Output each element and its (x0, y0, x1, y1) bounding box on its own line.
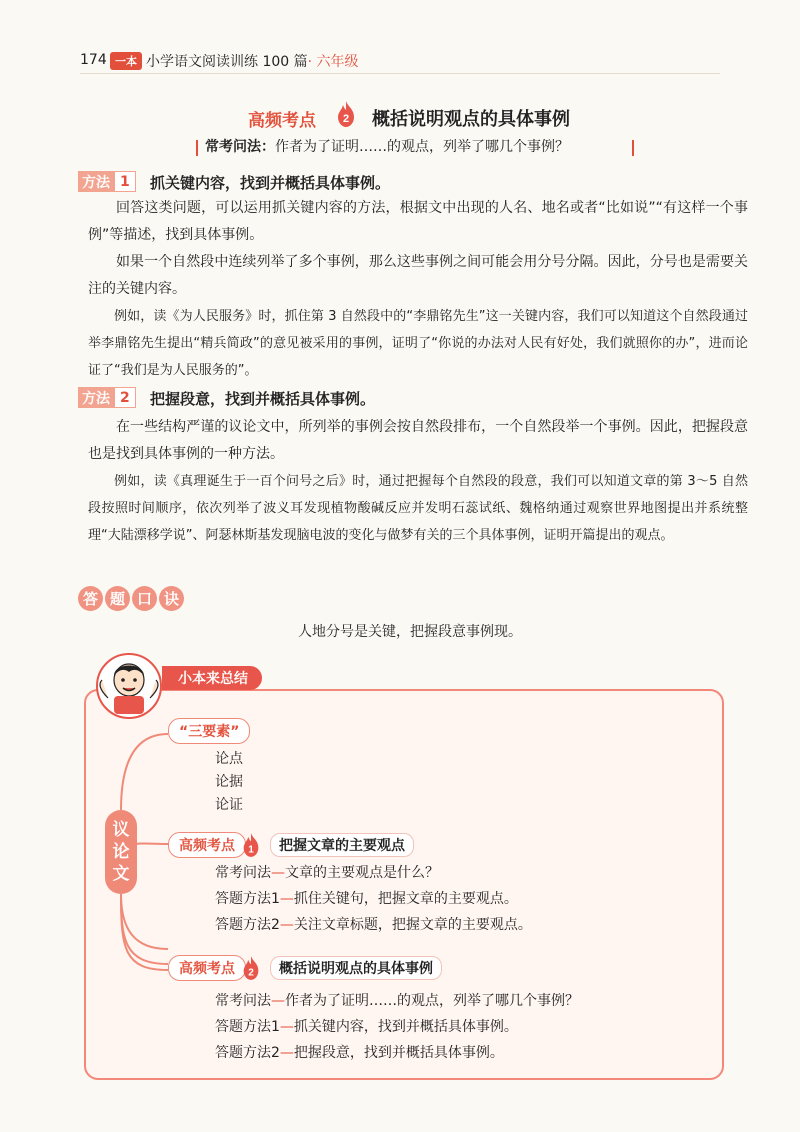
tip-char-3: 口 (132, 586, 157, 611)
branch2-m2-label: 答题方法2 (215, 1045, 280, 1061)
method2-paragraph-1: 在一些结构严谨的议论文中，所列举的事例会按自然段排布，一个自然段举一个事例。因此，把握段意也是找到具体事例的一种方法。 (88, 419, 748, 462)
grade-label: · 六年级 (307, 54, 359, 70)
flame-icon (240, 955, 262, 981)
method2-paragraph-2: 例如，读《真理诞生于一百个问号之后》时，通过把握每个自然段的段意，我们可以知道文章的第 3～5 自然段按照时间顺序，依次列举了波义耳发现植物酸碱反应并发明石蕊试纸、魏格纳通过观察世界地图提出并系统整理“大陆漂移学说”、阿瑟林斯基发现脑电波的变化与做梦有关的三个具体事例，证明开篇提出的观点。 (88, 474, 748, 543)
method1-tag (78, 171, 136, 192)
tip-char-2: 题 (105, 586, 130, 611)
branch2-m1-label: 答题方法1 (215, 1019, 280, 1035)
branch1-num: 1 (248, 844, 254, 856)
branch1-kp-label: 高频考点 (168, 832, 246, 858)
branch1-question (215, 862, 439, 882)
flame-icon (240, 832, 262, 858)
branch1-method-2 (215, 914, 532, 934)
root-char-1: 议 (112, 820, 130, 840)
brand-badge: 一本 (110, 52, 142, 70)
branch2-title: 概括说明观点的具体事例 (270, 956, 442, 980)
dash: — (279, 917, 294, 933)
branch2-method-2 (215, 1042, 504, 1062)
method2-tag (78, 387, 136, 408)
branch2-num: 2 (248, 967, 254, 979)
branch2-q-label: 常考问法 (215, 993, 271, 1009)
element-item-3: 论证 (215, 797, 243, 813)
branch1-m2-label: 答题方法2 (215, 917, 280, 933)
dash: — (279, 1045, 294, 1061)
branch-2 (168, 955, 442, 981)
page-number: 174 (80, 52, 107, 68)
method1-title: 抓关键内容，找到并概括具体事例。 (150, 174, 391, 192)
tip-text: 人地分号是关键，把握段意事例现。 (298, 624, 522, 640)
dash: — (271, 865, 285, 881)
summary-tag: 小本来总结 (162, 666, 262, 690)
method2-tag-num: 2 (114, 387, 136, 408)
branch1-m2-text: 关注文章标题，把握文章的主要观点。 (293, 917, 532, 933)
quote-bar-right (632, 140, 634, 156)
branch1-title: 把握文章的主要观点 (270, 833, 414, 857)
branch2-m2-text: 把握段意，找到并概括具体事例。 (293, 1045, 504, 1061)
answer-tip-badge (78, 586, 184, 611)
method1-paragraph-2: 如果一个自然段中连续列举了多个事例，那么这些事例之间可能会用分号分隔。因此，分号也是需要关注的关键内容。 (88, 254, 748, 297)
book-title (146, 51, 359, 71)
question-text: 作者为了证明……的观点，列举了哪几个事例？ (275, 139, 569, 155)
dash: — (271, 993, 285, 1009)
tip-char-1: 答 (78, 586, 103, 611)
branch1-method-1 (215, 888, 518, 908)
branch1-q-text: 文章的主要观点是什么？ (285, 865, 439, 881)
branch2-m1-text: 抓关键内容，找到并概括具体事例。 (293, 1019, 518, 1035)
kp-label: 高频考点 (248, 111, 316, 131)
method1-tag-num: 1 (114, 171, 136, 192)
branch-1 (168, 832, 414, 858)
dash: — (279, 1019, 294, 1035)
branch2-method-1 (215, 1016, 518, 1036)
section-heading: 概括说明观点的具体事例 (372, 109, 570, 130)
method1-paragraph-1: 回答这类问题，可以运用抓关键内容的方法，根据文中出现的人名、地名或者“比如说”“有这样一个事例”等描述，找到具体事例。 (88, 200, 748, 243)
element-item-1: 论点 (215, 751, 243, 767)
dash: — (279, 891, 294, 907)
method2-tag-label: 方法 (78, 387, 114, 408)
question-line (205, 136, 569, 156)
method1-tag-label: 方法 (78, 171, 114, 192)
root-char-3: 文 (112, 864, 130, 884)
kp-number: 2 (342, 113, 350, 125)
book-title-text: 小学语文阅读训练 100 篇 (146, 54, 308, 70)
cartoon-boy-avatar (90, 650, 168, 720)
branch2-q-text: 作者为了证明……的观点，列举了哪几个事例？ (285, 993, 579, 1009)
branch2-kp-label: 高频考点 (168, 955, 246, 981)
root-essay-type (105, 810, 137, 894)
branch1-m1-text: 抓住关键句，把握文章的主要观点。 (293, 891, 518, 907)
branch1-m1-label: 答题方法1 (215, 891, 280, 907)
three-elements-pill: “三要素” (168, 718, 250, 744)
root-char-2: 论 (112, 842, 130, 862)
question-label: 常考问法： (205, 139, 275, 155)
branch2-question (215, 990, 579, 1010)
header-rule (80, 73, 720, 74)
quote-bar-left (196, 140, 198, 156)
method1-paragraph-3: 例如，读《为人民服务》时，抓住第 3 自然段中的“李鼎铭先生”这一关键内容，我们可以知道这个自然段通过举李鼎铭先生提出“精兵简政”的意见被采用的事例，证明了“你说的办法对人民有好处，我们就照你的办”，进而论证了“我们是为人民服务的”。 (88, 309, 748, 378)
flame-icon (334, 100, 358, 128)
element-item-2: 论据 (215, 774, 243, 790)
branch1-q-label: 常考问法 (215, 865, 271, 881)
method2-title: 把握段意，找到并概括具体事例。 (150, 390, 376, 408)
tip-char-4: 诀 (159, 586, 184, 611)
